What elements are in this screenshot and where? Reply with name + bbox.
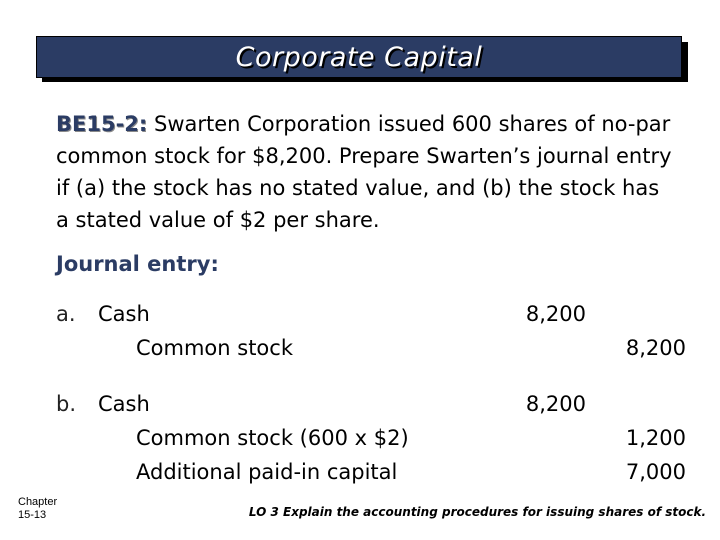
- chapter-line-2: 15-13: [18, 509, 47, 521]
- entry-b-letter: b.: [56, 392, 77, 416]
- entry-b-credit-account-1: Common stock (600 x $2): [136, 426, 409, 450]
- entry-a-credit-account: Common stock: [136, 336, 293, 360]
- entry-a-credit-amount: 8,200: [625, 336, 686, 360]
- journal-entry-heading: Journal entry:: [56, 252, 219, 276]
- entry-b-debit-account: Cash: [98, 392, 150, 416]
- learning-objective: LO 3 Explain the accounting procedures for issuing shares of stock.: [248, 505, 706, 519]
- entry-a-debit-account: Cash: [98, 302, 150, 326]
- entry-b-credit-amount-2: 7,000: [625, 460, 686, 484]
- entry-b-credit-account-2: Additional paid-in capital: [136, 460, 398, 484]
- entry-a-letter: a.: [56, 302, 76, 326]
- problem-text: Swarten Corporation issued 600 shares of no-par common stock for $8,200. Prepare Swarten’s journal entry if (a) the stock has no stated value, and (b) the stock has a stated value of $2 per share.: [56, 112, 672, 232]
- title-banner: [36, 36, 682, 78]
- problem-statement: [56, 108, 676, 236]
- chapter-label: [18, 496, 57, 522]
- slide-title: Corporate Capital: [235, 41, 483, 73]
- entry-b-debit-amount: 8,200: [525, 392, 586, 416]
- chapter-line-1: Chapter: [18, 496, 58, 508]
- problem-id: BE15-2:: [56, 112, 148, 136]
- entry-a-debit-amount: 8,200: [525, 302, 586, 326]
- entry-b-credit-amount-1: 1,200: [625, 426, 686, 450]
